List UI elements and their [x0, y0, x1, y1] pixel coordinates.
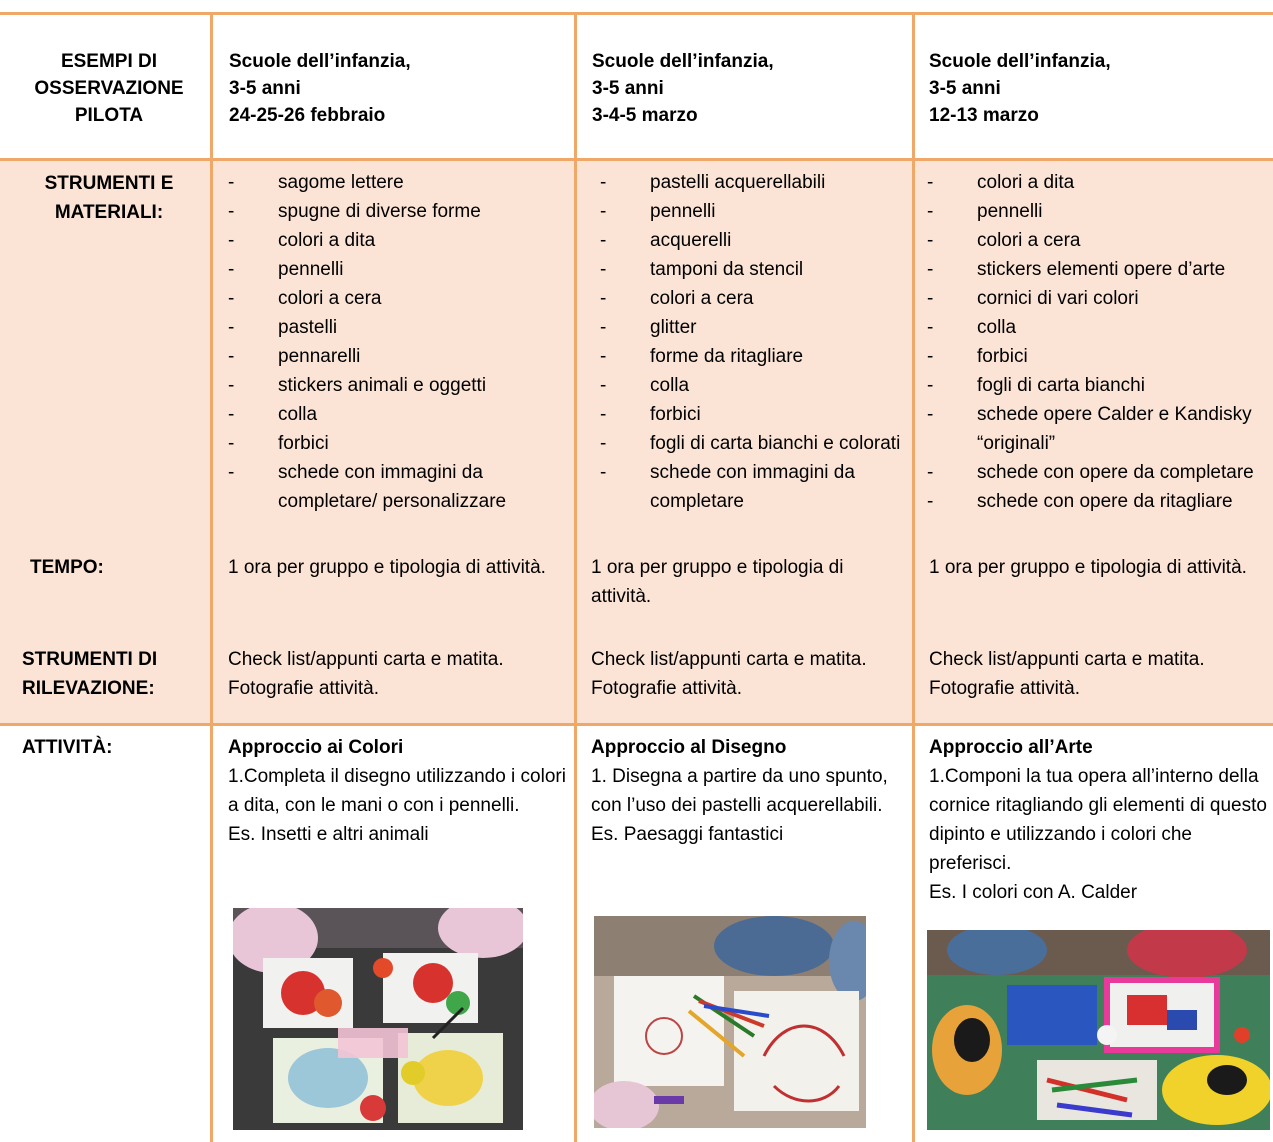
- material-item: [228, 400, 568, 429]
- activity-photo-drawing: [594, 916, 866, 1128]
- material-item: [927, 284, 1273, 313]
- list-dash: -: [927, 230, 934, 251]
- material-item: [600, 371, 906, 400]
- material-item-label: pastelli acquerellabili: [650, 172, 826, 193]
- attivita-label: ATTIVITÀ:: [22, 737, 113, 758]
- list-dash: -: [927, 172, 934, 193]
- tempo-label: TEMPO:: [30, 557, 104, 578]
- material-item-label: colori a cera: [278, 288, 382, 309]
- material-item-label: glitter: [650, 317, 697, 338]
- material-item: [927, 400, 1273, 458]
- material-item-label: colori a cera: [650, 288, 754, 309]
- material-item-label: colori a dita: [278, 230, 376, 251]
- header-col2: Scuole dell’infanzia, 3-5 anni 3-4-5 marzo: [592, 51, 774, 126]
- material-item-label: colla: [278, 404, 318, 425]
- rilevazione-col1: Check list/appunti carta e matita. Fotografie attività.: [228, 649, 504, 699]
- attivita-col3-example: Es. I colori con A. Calder: [929, 882, 1138, 903]
- attivita-col1: [228, 733, 568, 849]
- material-item-label: sagome lettere: [278, 172, 404, 193]
- material-item-label: pastelli: [278, 317, 338, 338]
- material-item: [927, 168, 1273, 197]
- material-item: [228, 284, 568, 313]
- list-dash: -: [927, 375, 934, 396]
- tempo-col3: 1 ora per gruppo e tipologia di attività.: [929, 557, 1247, 578]
- material-item-label: spugne di diverse forme: [278, 201, 481, 222]
- material-item: [228, 458, 568, 516]
- material-item: [228, 371, 568, 400]
- list-dash: -: [228, 375, 235, 396]
- material-item: [927, 197, 1273, 226]
- col-divider-1: [210, 12, 213, 1142]
- table-top-border: [0, 12, 1273, 15]
- material-item: [228, 226, 568, 255]
- list-dash: -: [228, 259, 235, 280]
- list-dash: -: [228, 172, 235, 193]
- material-item: [600, 226, 906, 255]
- attivita-col2-title: Approccio al Disegno: [591, 737, 787, 758]
- materials-list-col2: [600, 168, 906, 516]
- header-divider: [0, 158, 1273, 161]
- rilevazione-label: STRUMENTI DI RILEVAZIONE:: [22, 649, 158, 699]
- list-dash: -: [927, 201, 934, 222]
- activity-photo-colors: [233, 908, 523, 1130]
- strumenti-materiali-label: STRUMENTI E MATERIALI:: [44, 173, 174, 223]
- material-item-label: pennelli: [977, 201, 1043, 222]
- material-item-label: colori a dita: [977, 172, 1075, 193]
- material-item: [600, 284, 906, 313]
- row-divider-1: [0, 634, 1273, 636]
- tempo-col2: 1 ora per gruppo e tipologia di attività.: [591, 557, 844, 607]
- material-item-label: schede opere Calder e Kandisky “originali”: [977, 404, 1252, 454]
- attivita-col2-example: Es. Paesaggi fantastici: [591, 824, 784, 845]
- list-dash: -: [927, 317, 934, 338]
- attivita-col3: [929, 733, 1269, 907]
- material-item: [600, 313, 906, 342]
- list-dash: -: [927, 346, 934, 367]
- material-item: [927, 255, 1273, 284]
- rilevazione-col3: Check list/appunti carta e matita. Fotografie attività.: [929, 649, 1205, 699]
- list-dash: -: [600, 433, 607, 454]
- material-item: [927, 226, 1273, 255]
- col-divider-3: [912, 12, 915, 1142]
- attivita-col1-example: Es. Insetti e altri animali: [228, 824, 429, 845]
- material-item-label: colla: [977, 317, 1017, 338]
- list-dash: -: [600, 288, 607, 309]
- list-dash: -: [228, 201, 235, 222]
- list-dash: -: [600, 230, 607, 251]
- material-item: [927, 313, 1273, 342]
- list-dash: -: [228, 346, 235, 367]
- attivita-col3-text: 1.Componi la tua opera all’interno della cornice ritagliando gli elementi di questo dipinto e utilizzando i colori che preferisci.: [929, 766, 1267, 874]
- material-item-label: forbici: [977, 346, 1028, 367]
- material-item: [228, 168, 568, 197]
- material-item-label: colori a cera: [977, 230, 1081, 251]
- header-col3: Scuole dell’infanzia, 3-5 anni 12-13 marzo: [929, 51, 1111, 126]
- material-item-label: forbici: [650, 404, 701, 425]
- material-item-label: pennelli: [650, 201, 716, 222]
- material-item-label: colla: [650, 375, 690, 396]
- material-item-label: schede con opere da completare: [977, 462, 1254, 483]
- material-item-label: cornici di vari colori: [977, 288, 1139, 309]
- material-item: [600, 168, 906, 197]
- tempo-col1: 1 ora per gruppo e tipologia di attività.: [228, 557, 546, 578]
- material-item: [228, 313, 568, 342]
- list-dash: -: [600, 201, 607, 222]
- list-dash: -: [927, 462, 934, 483]
- material-item: [600, 429, 906, 458]
- material-item: [927, 371, 1273, 400]
- attivita-col3-title: Approccio all’Arte: [929, 737, 1093, 758]
- rilevazione-col2: Check list/appunti carta e matita. Fotografie attività.: [591, 649, 867, 699]
- material-item: [600, 197, 906, 226]
- col-divider-2: [574, 12, 577, 1142]
- material-item: [600, 400, 906, 429]
- header-col1: Scuole dell’infanzia, 3-5 anni 24-25-26 febbraio: [229, 51, 411, 126]
- list-dash: -: [927, 404, 934, 425]
- material-item-label: forme da ritagliare: [650, 346, 804, 367]
- material-item-label: schede con opere da ritagliare: [977, 491, 1233, 512]
- list-dash: -: [600, 346, 607, 367]
- attivita-col1-text: 1.Completa il disegno utilizzando i colori a dita, con le mani o con i pennelli.: [228, 766, 566, 816]
- material-item: [228, 255, 568, 284]
- material-item: [228, 429, 568, 458]
- list-dash: -: [228, 317, 235, 338]
- list-dash: -: [600, 259, 607, 280]
- list-dash: -: [228, 288, 235, 309]
- material-item-label: pennarelli: [278, 346, 361, 367]
- attivita-col1-title: Approccio ai Colori: [228, 737, 404, 758]
- material-item-label: fogli di carta bianchi: [977, 375, 1145, 396]
- list-dash: -: [228, 230, 235, 251]
- material-item-label: schede con immagini da completare/ personalizzare: [278, 462, 507, 512]
- material-item-label: schede con immagini da completare: [650, 462, 855, 512]
- list-dash: -: [927, 288, 934, 309]
- material-item: [927, 342, 1273, 371]
- list-dash: -: [600, 317, 607, 338]
- material-item-label: forbici: [278, 433, 329, 454]
- material-item: [927, 487, 1273, 516]
- header-left-label: ESEMPI DI OSSERVAZIONE PILOTA: [34, 51, 184, 126]
- list-dash: -: [600, 172, 607, 193]
- material-item: [228, 197, 568, 226]
- material-item-label: fogli di carta bianchi e colorati: [650, 433, 901, 454]
- material-item-label: pennelli: [278, 259, 344, 280]
- materials-list-col3: [927, 168, 1273, 516]
- material-item-label: stickers elementi opere d’arte: [977, 259, 1226, 280]
- activity-photo-art: [927, 930, 1270, 1130]
- material-item-label: acquerelli: [650, 230, 732, 251]
- materials-list-col1: [228, 168, 568, 516]
- attivita-col2-text: 1. Disegna a partire da uno spunto, con l’uso dei pastelli acquerellabili.: [591, 766, 888, 816]
- material-item: [927, 458, 1273, 487]
- attivita-col2: [591, 733, 891, 849]
- material-item-label: stickers animali e oggetti: [278, 375, 487, 396]
- list-dash: -: [927, 491, 934, 512]
- material-item: [600, 342, 906, 371]
- material-item-label: tamponi da stencil: [650, 259, 804, 280]
- list-dash: -: [600, 375, 607, 396]
- list-dash: -: [228, 433, 235, 454]
- list-dash: -: [600, 404, 607, 425]
- material-item: [600, 255, 906, 284]
- material-item: [228, 342, 568, 371]
- list-dash: -: [228, 462, 235, 483]
- list-dash: -: [228, 404, 235, 425]
- list-dash: -: [600, 462, 607, 483]
- row-divider-2: [0, 723, 1273, 726]
- material-item: [600, 458, 906, 516]
- list-dash: -: [927, 259, 934, 280]
